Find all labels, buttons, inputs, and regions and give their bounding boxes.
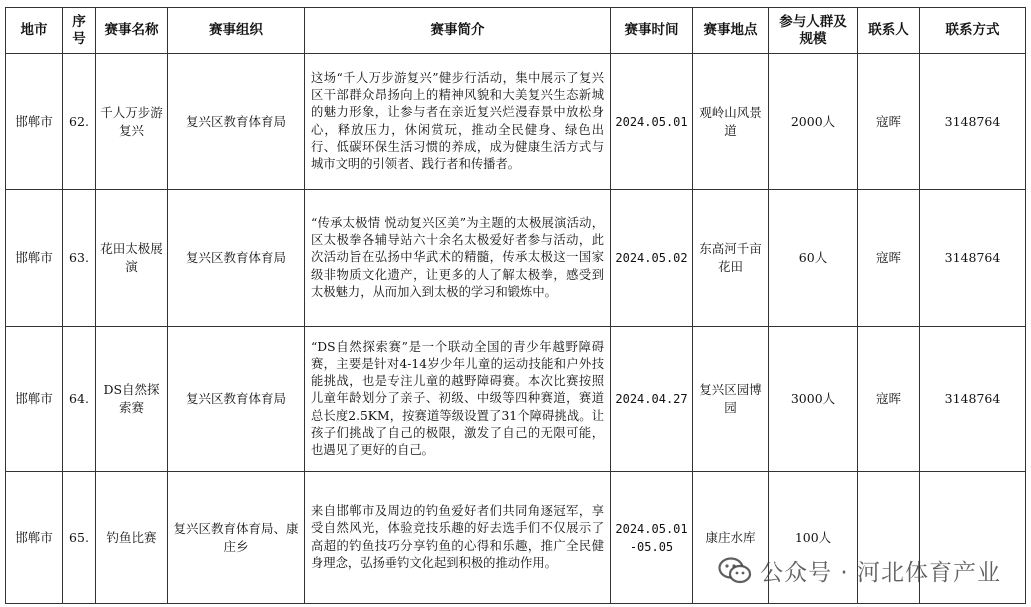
table-row xyxy=(6,54,1026,190)
cell-phone: 3148764 xyxy=(920,327,1026,472)
header-intro: 赛事简介 xyxy=(305,8,611,54)
cell-contact: 寇晖 xyxy=(858,54,920,190)
cell-city: 邯郸市 xyxy=(6,54,63,190)
cell-phone: 3148764 xyxy=(920,190,1026,327)
header-name: 赛事名称 xyxy=(96,8,168,54)
cell-place: 观岭山风景道 xyxy=(693,54,769,190)
cell-city: 邯郸市 xyxy=(6,472,63,604)
header-place: 赛事地点 xyxy=(693,8,769,54)
cell-name: DS自然探索赛 xyxy=(96,327,168,472)
cell-no: 65. xyxy=(63,472,96,604)
cell-city: 邯郸市 xyxy=(6,190,63,327)
cell-time: 2024.05.01-05.05 xyxy=(611,472,693,604)
cell-place: 东高河千亩花田 xyxy=(693,190,769,327)
cell-time: 2024.04.27 xyxy=(611,327,693,472)
header-city: 地市 xyxy=(6,8,63,54)
wechat-icon xyxy=(718,557,752,585)
cell-no: 62. xyxy=(63,54,96,190)
cell-scale: 2000人 xyxy=(769,54,858,190)
cell-city: 邯郸市 xyxy=(6,327,63,472)
cell-no: 63. xyxy=(63,190,96,327)
cell-time: 2024.05.02 xyxy=(611,190,693,327)
header-scale: 参与人群及规模 xyxy=(769,8,858,54)
cell-scale: 3000人 xyxy=(769,327,858,472)
header-time: 赛事时间 xyxy=(611,8,693,54)
table-header-row xyxy=(6,8,1026,54)
cell-contact: 寇晖 xyxy=(858,327,920,472)
table-row xyxy=(6,327,1026,472)
cell-intro: “传承太极情 悦动复兴区美”为主题的太极展演活动，区太极拳各辅导站六十余名太极爱好者参与活动，此次活动旨在弘扬中华武术的精髓，传承太极这一国家级非物质文化遗产，让更多的人了解太极拳，感受到太极魅力，从而加入到太极的学习和锻炼中。 xyxy=(305,190,611,327)
cell-name: 千人万步游复兴 xyxy=(96,54,168,190)
cell-phone: 3148764 xyxy=(920,54,1026,190)
header-phone: 联系方式 xyxy=(920,8,1026,54)
cell-scale: 60人 xyxy=(769,190,858,327)
cell-org: 复兴区教育体育局 xyxy=(168,327,305,472)
cell-no: 64. xyxy=(63,327,96,472)
cell-org: 复兴区教育体育局、康庄乡 xyxy=(168,472,305,604)
header-org: 赛事组织 xyxy=(168,8,305,54)
header-no: 序号 xyxy=(63,8,96,54)
watermark xyxy=(718,554,1001,587)
cell-contact: 寇晖 xyxy=(858,190,920,327)
cell-name: 花田太极展演 xyxy=(96,190,168,327)
cell-intro: “DS自然探索赛”是一个联动全国的青少年越野障碍赛，主要是针对4-14岁少年儿童的运动技能和户外技能挑战，也是专注儿童的越野障碍赛。本次比赛按照儿童年龄划分了亲子、初级、中级等四种赛道，赛道总长度2.5KM，按赛道等级设置了31个障碍挑战。让孩子们挑战了自己的极限，激发了自己的无限可能，也遇见了更好的自己。 xyxy=(305,327,611,472)
watermark-text: 公众号 · 河北体育产业 xyxy=(760,560,1001,586)
cell-org: 复兴区教育体育局 xyxy=(168,54,305,190)
cell-place: 复兴区园博园 xyxy=(693,327,769,472)
cell-intro: 这场“千人万步游复兴”健步行活动，集中展示了复兴区干部群众昂扬向上的精神风貌和大美复兴生态新城的魅力形象，让参与者在亲近复兴烂漫春景中放松身心，释放压力，休闲赏玩，推动全民健身、绿色出行、低碳环保生活习惯的养成，成为健康生活方式与城市文明的引领者、践行者和传播者。 xyxy=(305,54,611,190)
header-contact: 联系人 xyxy=(858,8,920,54)
events-table xyxy=(5,7,1026,604)
cell-org: 复兴区教育体育局 xyxy=(168,190,305,327)
cell-place: 康庄水库 xyxy=(693,472,769,604)
cell-time: 2024.05.01 xyxy=(611,54,693,190)
cell-name: 钓鱼比赛 xyxy=(96,472,168,604)
cell-scale: 100人 xyxy=(769,472,858,604)
cell-intro: 来自邯郸市及周边的钓鱼爱好者们共同角逐冠军，享受自然风光，体验竞技乐趣的好去选手们不仅展示了高超的钓鱼技巧分享钓鱼的心得和乐趣，推广全民健身理念，弘扬垂钓文化起到积极的推动作用。 xyxy=(305,472,611,604)
table-row xyxy=(6,190,1026,327)
